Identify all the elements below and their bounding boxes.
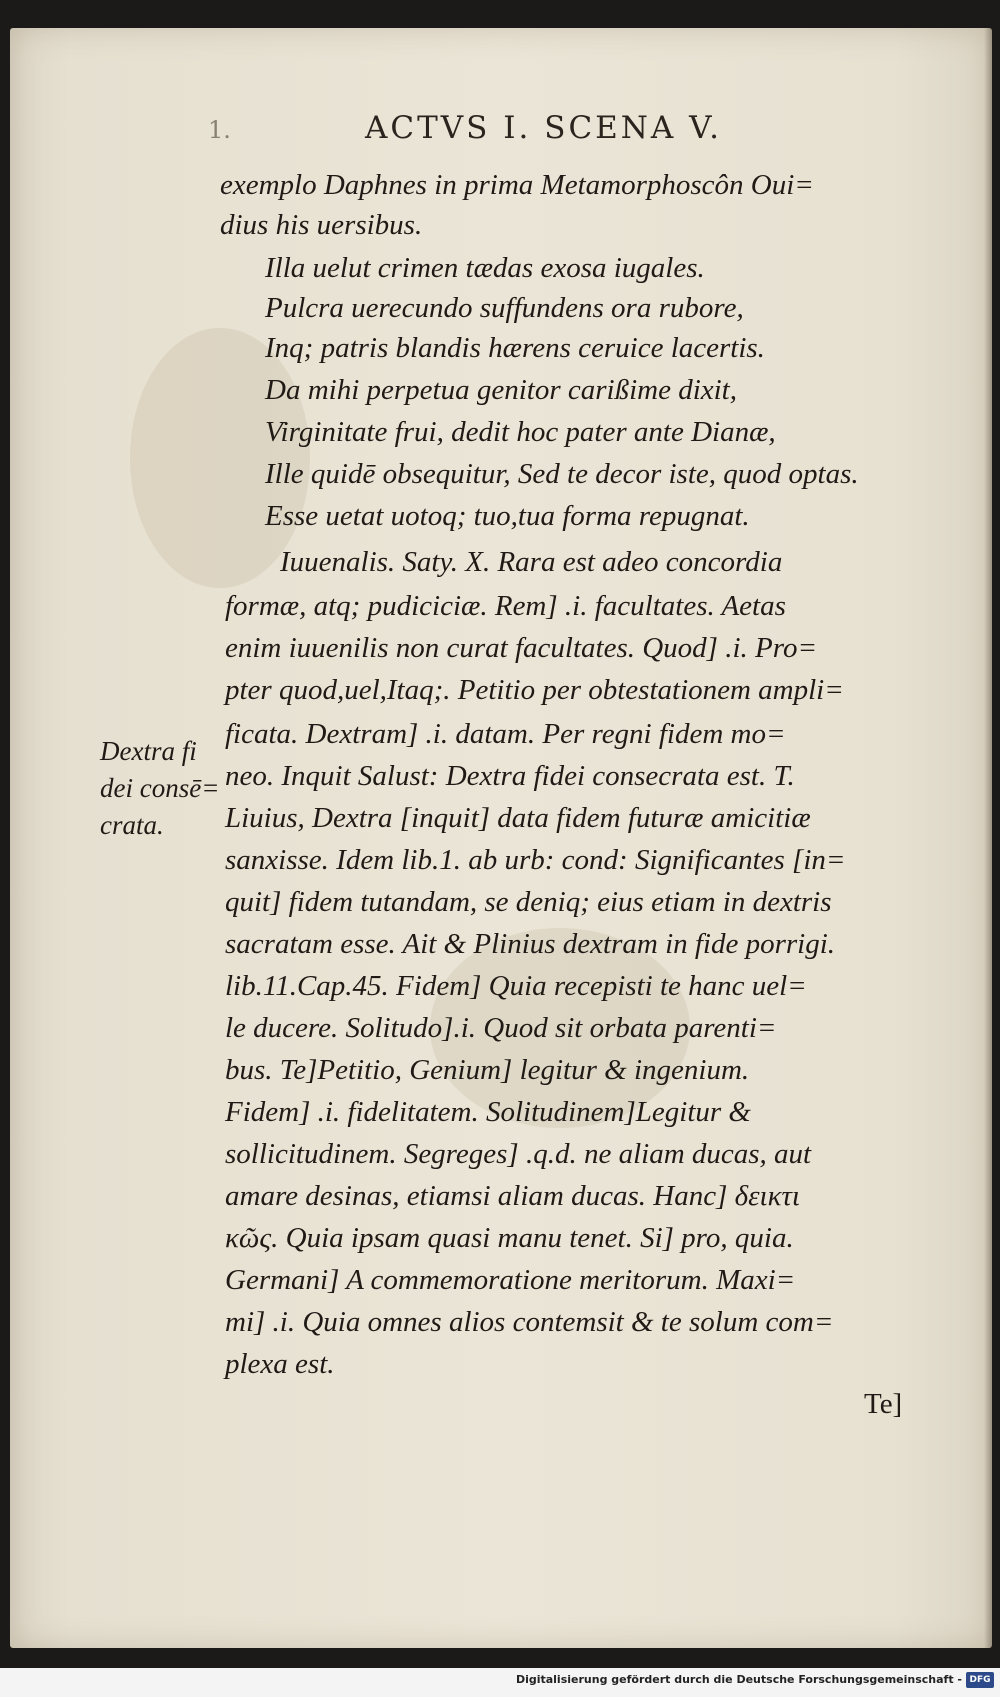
text-line: exemplo Daphnes in prima Metamorphoscôn Oui=	[220, 169, 814, 201]
verse-line: Inq; patris blandis hærens ceruice lacertis.	[265, 332, 765, 364]
text-line: Fidem] .i. fidelitatem. Solitudinem]Legitur &	[225, 1096, 751, 1128]
marginal-note-line: crata.	[100, 810, 164, 840]
text-line: neo. Inquit Salust: Dextra fidei consecrata est. T.	[225, 760, 795, 792]
text-line: lib.11.Cap.45. Fidem] Quia recepisti te hanc uel=	[225, 970, 807, 1002]
marginal-note-line: dei consē=	[100, 773, 220, 803]
verse-line: Virginitate frui, dedit hoc pater ante Dianæ,	[265, 416, 776, 448]
text-line: sollicitudinem. Segreges] .q.d. ne aliam ducas, aut	[225, 1138, 812, 1170]
catchword: Te]	[864, 1388, 903, 1420]
footer-credit: Digitalisierung gefördert durch die Deutsche Forschungsgemeinschaft -	[515, 1673, 962, 1686]
footer-bar	[0, 1668, 1000, 1697]
text-line: pter quod,uel,Itaq;. Petitio per obtestationem ampli=	[225, 674, 844, 706]
verse-line: Pulcra uerecundo suffundens ora rubore,	[265, 292, 744, 324]
text-line: enim iuuenilis non curat facultates. Quod] .i. Pro=	[225, 632, 818, 664]
text-line: bus. Te]Petitio, Genium] legitur & ingenium.	[225, 1054, 750, 1086]
text-line: formæ, atq; pudiciciæ. Rem] .i. facultates. Aetas	[225, 590, 786, 622]
text-line: Germani] A commemoratione meritorum. Maxi=	[225, 1264, 796, 1296]
text-line: quit] fidem tutandam, se deniq; eius etiam in dextris	[225, 886, 832, 918]
text-line: sacratam esse. Ait & Plinius dextram in fide porrigi.	[225, 928, 836, 960]
text-line: plexa est.	[225, 1348, 335, 1380]
text-line: amare desinas, etiamsi aliam ducas. Hanc] δεικτι	[225, 1180, 800, 1212]
verse-line: Esse uetat uotoq; tuo,tua forma repugnat.	[265, 500, 750, 532]
verse-line: Illa uelut crimen tædas exosa iugales.	[265, 252, 705, 284]
text-line: mi] .i. Quia omnes alios contemsit & te solum com=	[225, 1306, 834, 1338]
running-title: ACTVS I. SCENA V.	[365, 110, 722, 146]
text-line: le ducere. Solitudo].i. Quod sit orbata parenti=	[225, 1012, 777, 1044]
verse-line: Da mihi perpetua genitor carißime dixit,	[265, 374, 737, 406]
text-line: Iuuenalis. Saty. X. Rara est adeo concordia	[280, 546, 783, 578]
marginal-note-line: Dextra fi	[100, 736, 197, 766]
text-line: κῶς. Quia ipsam quasi manu tenet. Si] pro, quia.	[225, 1222, 794, 1254]
verse-line: Ille quidē obsequitur, Sed te decor iste, quod optas.	[265, 458, 859, 490]
dfg-logo-icon: DFG	[966, 1672, 994, 1688]
text-line: dius his uersibus.	[220, 209, 423, 241]
text-line: sanxisse. Idem lib.1. ab urb: cond: Significantes [in=	[225, 844, 846, 876]
text-line: Liuius, Dextra [inquit] data fidem futuræ amicitiæ	[225, 802, 811, 834]
page-mark: 1.	[208, 116, 231, 144]
text-line: ficata. Dextram] .i. datam. Per regni fidem mo=	[225, 718, 786, 750]
